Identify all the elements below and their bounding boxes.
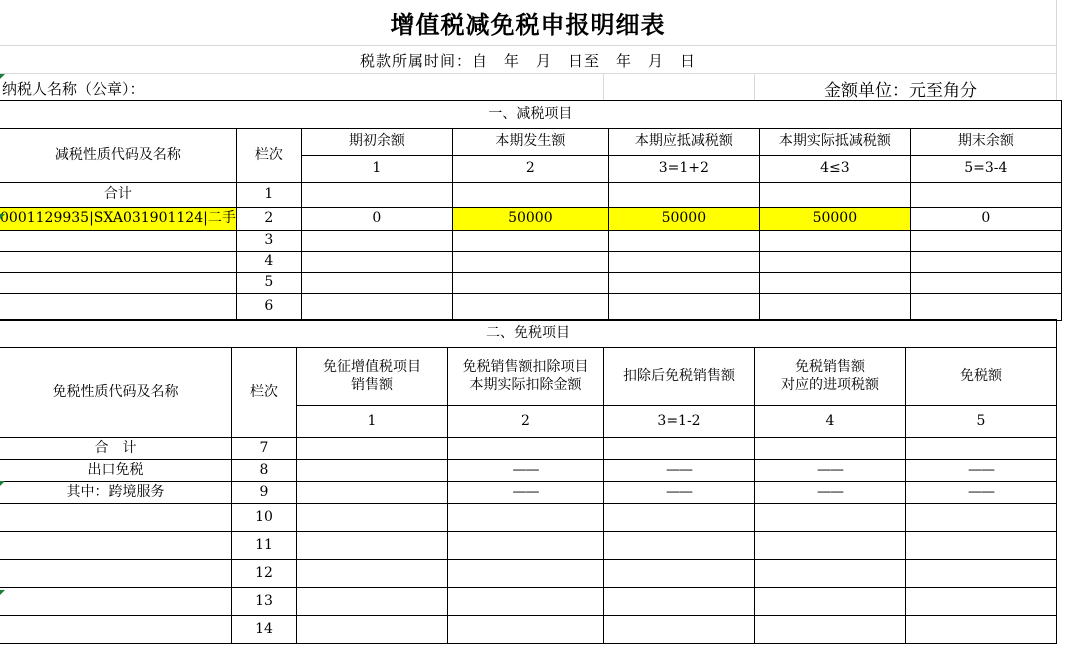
- section-exemption-title: 二、免税项目: [0, 320, 1057, 348]
- value-cell[interactable]: [906, 560, 1057, 588]
- col-number: 1: [297, 406, 448, 438]
- col-header-exemption-name: 免税性质代码及名称: [0, 348, 232, 438]
- value-cell[interactable]: [910, 252, 1061, 273]
- value-cell[interactable]: [297, 616, 448, 644]
- value-cell[interactable]: [604, 438, 755, 460]
- taxpayer-row: [0, 74, 1056, 100]
- tax-exemption-table: [0, 319, 1057, 644]
- col-header: 免税额: [906, 348, 1057, 406]
- row-line-number: 5: [236, 273, 301, 294]
- col-header-line: 栏次: [232, 348, 297, 438]
- value-cell[interactable]: 50000: [608, 208, 759, 231]
- row-line-number: 1: [236, 183, 301, 208]
- value-cell[interactable]: 50000: [759, 208, 910, 231]
- row-line-number: 13: [232, 588, 297, 616]
- value-cell[interactable]: ——: [755, 482, 906, 504]
- value-cell[interactable]: [759, 273, 910, 294]
- col-header: 本期实际抵减税额: [759, 129, 910, 156]
- col-number: 5=3-4: [910, 156, 1061, 183]
- row-name-cell[interactable]: 0001129935|SXA031901124|二手: [0, 208, 236, 231]
- row-name-cell[interactable]: [0, 294, 236, 321]
- value-cell[interactable]: [608, 183, 759, 208]
- row-line-number: 10: [232, 504, 297, 532]
- gridline: [754, 74, 755, 100]
- table-row: [0, 532, 1057, 560]
- value-cell[interactable]: [301, 294, 452, 321]
- value-cell[interactable]: [297, 588, 448, 616]
- value-cell[interactable]: [297, 460, 448, 482]
- col-header: 本期应抵减税额: [608, 129, 759, 156]
- value-cell[interactable]: [755, 616, 906, 644]
- row-name-cell[interactable]: [0, 532, 232, 560]
- table-row: [0, 482, 1057, 504]
- col-header: 免征增值税项目 销售额: [297, 348, 448, 406]
- value-cell[interactable]: [759, 294, 910, 321]
- row-line-number: 14: [232, 616, 297, 644]
- cell-comment-marker: [0, 481, 5, 486]
- tax-reduction-table: [0, 100, 1062, 321]
- value-cell[interactable]: [448, 560, 604, 588]
- value-cell[interactable]: [448, 588, 604, 616]
- row-name-cell[interactable]: [0, 504, 232, 532]
- value-cell[interactable]: [755, 438, 906, 460]
- col-number: 5: [906, 406, 1057, 438]
- value-cell[interactable]: [755, 504, 906, 532]
- value-cell[interactable]: 0: [301, 208, 452, 231]
- value-cell[interactable]: ——: [448, 482, 604, 504]
- form-title: 增值税减免税申报明细表: [390, 10, 666, 39]
- table-row: [0, 252, 1061, 273]
- gridline: [1056, 0, 1057, 100]
- value-cell[interactable]: [906, 532, 1057, 560]
- value-cell[interactable]: [910, 183, 1061, 208]
- row-name-cell[interactable]: 合计: [0, 183, 236, 208]
- row-line-number: 11: [232, 532, 297, 560]
- value-cell[interactable]: [906, 438, 1057, 460]
- row-name-cell[interactable]: [0, 560, 232, 588]
- value-cell[interactable]: [759, 231, 910, 252]
- value-cell[interactable]: [759, 252, 910, 273]
- row-line-number: 2: [236, 208, 301, 231]
- taxpayer-name-label[interactable]: 纳税人名称（公章）：: [2, 80, 145, 98]
- table-row: [0, 438, 1057, 460]
- col-number: 1: [301, 156, 452, 183]
- value-cell[interactable]: ——: [755, 460, 906, 482]
- table-row: [0, 588, 1057, 616]
- value-cell[interactable]: [452, 231, 608, 252]
- row-line-number: 12: [232, 560, 297, 588]
- value-cell[interactable]: [608, 252, 759, 273]
- col-number: 2: [452, 156, 608, 183]
- value-cell[interactable]: [910, 231, 1061, 252]
- value-cell[interactable]: [448, 532, 604, 560]
- table-row: [0, 560, 1057, 588]
- value-cell[interactable]: [448, 438, 604, 460]
- value-cell[interactable]: 0: [910, 208, 1061, 231]
- value-cell[interactable]: [452, 252, 608, 273]
- value-cell[interactable]: [297, 482, 448, 504]
- col-header-reduction-name: 减税性质代码及名称: [0, 129, 236, 183]
- table-row: [0, 504, 1057, 532]
- cell-comment-marker: [0, 74, 5, 79]
- col-number: 4≤3: [759, 156, 910, 183]
- value-cell[interactable]: [910, 294, 1061, 321]
- col-header-line: 栏次: [236, 129, 301, 183]
- value-cell[interactable]: ——: [448, 460, 604, 482]
- value-cell[interactable]: [608, 231, 759, 252]
- value-cell[interactable]: [608, 273, 759, 294]
- gridline: [603, 74, 604, 100]
- value-cell[interactable]: [452, 294, 608, 321]
- row-line-number: 8: [232, 460, 297, 482]
- value-cell[interactable]: [448, 504, 604, 532]
- value-cell[interactable]: [906, 588, 1057, 616]
- value-cell[interactable]: ——: [906, 482, 1057, 504]
- value-cell[interactable]: [755, 560, 906, 588]
- col-header: 扣除后免税销售额: [604, 348, 755, 406]
- col-header: 本期发生额: [452, 129, 608, 156]
- value-cell[interactable]: [452, 183, 608, 208]
- value-cell[interactable]: [301, 273, 452, 294]
- value-cell[interactable]: [604, 560, 755, 588]
- row-line-number: 4: [236, 252, 301, 273]
- cell-comment-marker: [0, 214, 5, 219]
- col-number: 2: [448, 406, 604, 438]
- table-row: [0, 273, 1061, 294]
- row-line-number: 6: [236, 294, 301, 321]
- col-header: 免税销售额扣除项目 本期实际扣除金额: [448, 348, 604, 406]
- cell-comment-marker: [0, 590, 5, 595]
- value-cell[interactable]: [755, 532, 906, 560]
- row-name-cell[interactable]: 出口免税: [0, 460, 232, 482]
- value-cell[interactable]: [759, 183, 910, 208]
- value-cell[interactable]: [452, 273, 608, 294]
- value-cell[interactable]: [301, 252, 452, 273]
- row-line-number: 9: [232, 482, 297, 504]
- value-cell[interactable]: [297, 532, 448, 560]
- value-cell[interactable]: ——: [604, 460, 755, 482]
- row-name-cell[interactable]: [0, 616, 232, 644]
- row-name-cell[interactable]: [0, 588, 232, 616]
- table-row: [0, 231, 1061, 252]
- value-cell[interactable]: [910, 273, 1061, 294]
- value-cell[interactable]: [906, 616, 1057, 644]
- section-reduction-title: 一、减税项目: [0, 101, 1061, 129]
- row-line-number: 7: [232, 438, 297, 460]
- value-cell[interactable]: [604, 588, 755, 616]
- row-name-cell[interactable]: 其中：跨境服务: [0, 482, 232, 504]
- table-row: [0, 183, 1061, 208]
- value-cell[interactable]: [301, 183, 452, 208]
- value-cell[interactable]: [297, 438, 448, 460]
- table-row: [0, 294, 1061, 321]
- tax-period: 税款所属时间：自 年 月 日至 年 月 日: [359, 51, 696, 70]
- col-header: 免税销售额 对应的进项税额: [755, 348, 906, 406]
- row-name-cell[interactable]: 合 计: [0, 438, 232, 460]
- col-header: 期末余额: [910, 129, 1061, 156]
- value-cell[interactable]: [297, 560, 448, 588]
- value-cell[interactable]: [604, 532, 755, 560]
- col-number: 3=1-2: [604, 406, 755, 438]
- table-row: [0, 616, 1057, 644]
- value-cell[interactable]: [448, 616, 604, 644]
- value-cell[interactable]: [604, 616, 755, 644]
- row-name-cell[interactable]: [0, 231, 236, 252]
- value-cell[interactable]: 50000: [452, 208, 608, 231]
- value-cell[interactable]: ——: [604, 482, 755, 504]
- row-line-number: 3: [236, 231, 301, 252]
- value-cell[interactable]: [906, 504, 1057, 532]
- value-cell[interactable]: [608, 294, 759, 321]
- value-cell[interactable]: [604, 504, 755, 532]
- col-number: 4: [755, 406, 906, 438]
- table-row: [0, 208, 1061, 231]
- value-cell[interactable]: [755, 588, 906, 616]
- value-cell[interactable]: [301, 231, 452, 252]
- col-header: 期初余额: [301, 129, 452, 156]
- row-name-cell[interactable]: [0, 273, 236, 294]
- table-row: [0, 460, 1057, 482]
- value-cell[interactable]: ——: [906, 460, 1057, 482]
- amount-unit-label: 金额单位：元至角分: [824, 81, 977, 101]
- row-name-cell[interactable]: [0, 252, 236, 273]
- value-cell[interactable]: [297, 504, 448, 532]
- col-number: 3=1+2: [608, 156, 759, 183]
